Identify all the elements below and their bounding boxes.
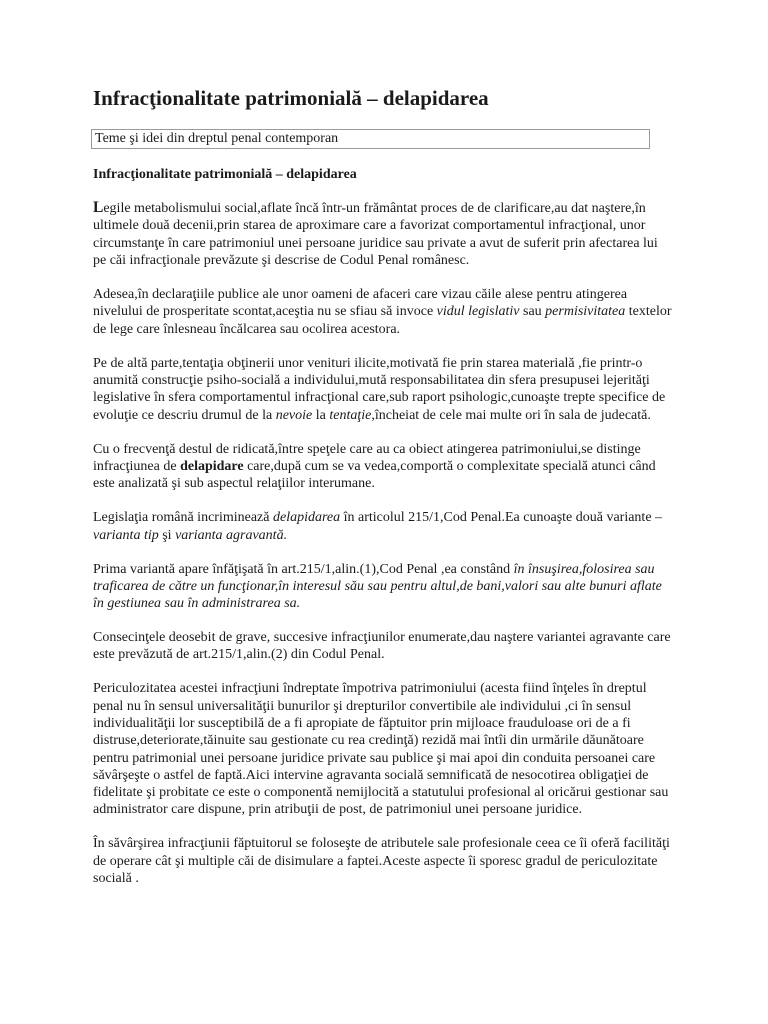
- paragraph-7: Consecinţele deosebit de grave, succesive infracţiunilor enumerate,dau naştere variantei agravante care este prevăzută de art.215/1,alin.(2) din Codul Penal.: [93, 630, 671, 663]
- paragraph-6-text-a: Prima variantă apare înfăţişată în art.215/1,alin.(1),Cod Penal ,ea constând: [93, 561, 514, 577]
- paragraph-3-text-a: Pe de altă parte,tentaţia obţinerii unor venituri ilicite,motivată fie prin starea materială ,fie printr-o anumită construcţie psiho-socială a individului,mută responsabilitatea din sfera presupusei lejerităţi legislative în sfera comportamentul infracţional care,sub raport psihologic,cunoaşte trepte specifice de evoluţie ce descriu drumul de la: [93, 355, 666, 423]
- paragraph-4: [93, 441, 673, 493]
- paragraph-8: Periculozitatea acestei infracţiuni îndreptate împotriva patrimoniului (acesta fiind înţeles în dreptul penal nu în sensul universalităţii bunurilor şi drepturilor convertibile ale individului ,ci în sensul individualităţii lor susceptibilă de a fi apropiate de făptuitor prin mijloace frauduloase ori de a fi distruse,deteriorate,tăinuite sau gestionate cu rea credinţă) rezidă mai întîi din urmările dăunătoare pentru patrimonial unei persoane juridice private sau publice şi mai apoi din conduita persoanei care săvârşeşte o astfel de faptă.Aici intervine agravanta socială semnificată de nesocotirea obligaţiei de fidelitate şi probitate ce este o componentă nemijlocită a statutului profesional al oricărui gestionar sau administrator care dispune, prin atribuţii de post, de patrimoniul unei persoane juridice.: [93, 681, 669, 818]
- paragraph-5-text-e: şi: [158, 527, 176, 543]
- emphasis-nevoie: nevoie: [275, 407, 313, 423]
- paragraph-1-text: egile metabolismului social,aflate încă într-un frământat proces de de clarificare,au dat naştere,în ultimele două decenii,prin starea de aproximare care a favorizat comportamentul infracţional, unor circumstanţe în care patrimoniul unei persoane juridice sau private a avut de suferit prin afectarea lui pe căi infracţionale prevăzute şi descrise de Codul Penal românesc.: [93, 201, 658, 268]
- paragraph-3: [93, 355, 673, 424]
- paragraph-4-text-c: care,după cum se va vedea,comportă o complexitate specială atunci când este analizată şi sub aspectul relaţiilor interumane.: [93, 458, 656, 492]
- paragraph-1: [93, 199, 673, 269]
- emphasis-varianta-tip: varianta tip: [93, 527, 159, 543]
- subtitle-box: Teme şi idei din dreptul penal contemporan: [91, 129, 650, 149]
- paragraph-4-text-a: Cu o frecvenţă destul de ridicată,între speţele care au ca obiect atingerea patrimoniului,se distinge infracţiunea de: [93, 441, 641, 474]
- emphasis-vidul-legislativ: vidul legislativ: [436, 304, 520, 320]
- emphasis-tentatie: tentaţie: [329, 407, 372, 423]
- drop-letter: L: [93, 199, 104, 216]
- paragraph-9: În săvârşirea infracţiunii făptuitorul se foloseşte de atributele sale profesionale ceea ce îi oferă facilităţi de operare cât şi multiple căi de disimulare a faptei.Aceste aspecte îi sporesc gradul de periculozitate socială .: [93, 836, 670, 887]
- paragraph-2-text-c: sau: [519, 304, 546, 320]
- paragraph-2-text-a: Adesea,în declaraţiile publice ale unor oameni de afaceri care vizau căile alese pentru atingerea nivelului de prosperitate scontat,aceştia nu se sfiau să invoce: [93, 287, 628, 320]
- paragraph-6: [93, 561, 673, 613]
- emphasis-definition: în însuşirea,folosirea sau traficarea de către un funcţionar,în interesul său sau pentru altul,de bani,valori sau alte bunuri aflate în gestiunea sau în administrarea sa.: [93, 561, 662, 612]
- paragraph-5-text-c: în articolul 215/1,Cod Penal.Ea cunoaşte două variante –: [340, 510, 663, 526]
- emphasis-permisivitatea: permisivitatea: [545, 304, 626, 320]
- section-heading: Infracţionalitate patrimonială – delapidarea: [93, 167, 357, 182]
- emphasis-varianta-agravanta: varianta agravantă.: [175, 527, 288, 543]
- bold-delapidare: delapidare: [180, 458, 244, 474]
- paragraph-3-text-e: ,încheiat de cele mai multe ori în sala de judecată.: [371, 407, 651, 423]
- paragraph-3-text-c: la: [312, 407, 330, 423]
- paragraph-5: [93, 509, 673, 544]
- paragraph-5-text-a: Legislaţia română incriminează: [93, 510, 273, 526]
- paragraph-2: [93, 286, 673, 338]
- emphasis-delapidarea: delapidarea: [272, 510, 341, 526]
- document-body: [93, 199, 673, 904]
- paragraph-2-text-e: textelor de lege care înlesneau încălcarea sau ocolirea acestora.: [93, 304, 672, 337]
- document-title: Infracţionalitate patrimonială – delapidarea: [93, 86, 489, 110]
